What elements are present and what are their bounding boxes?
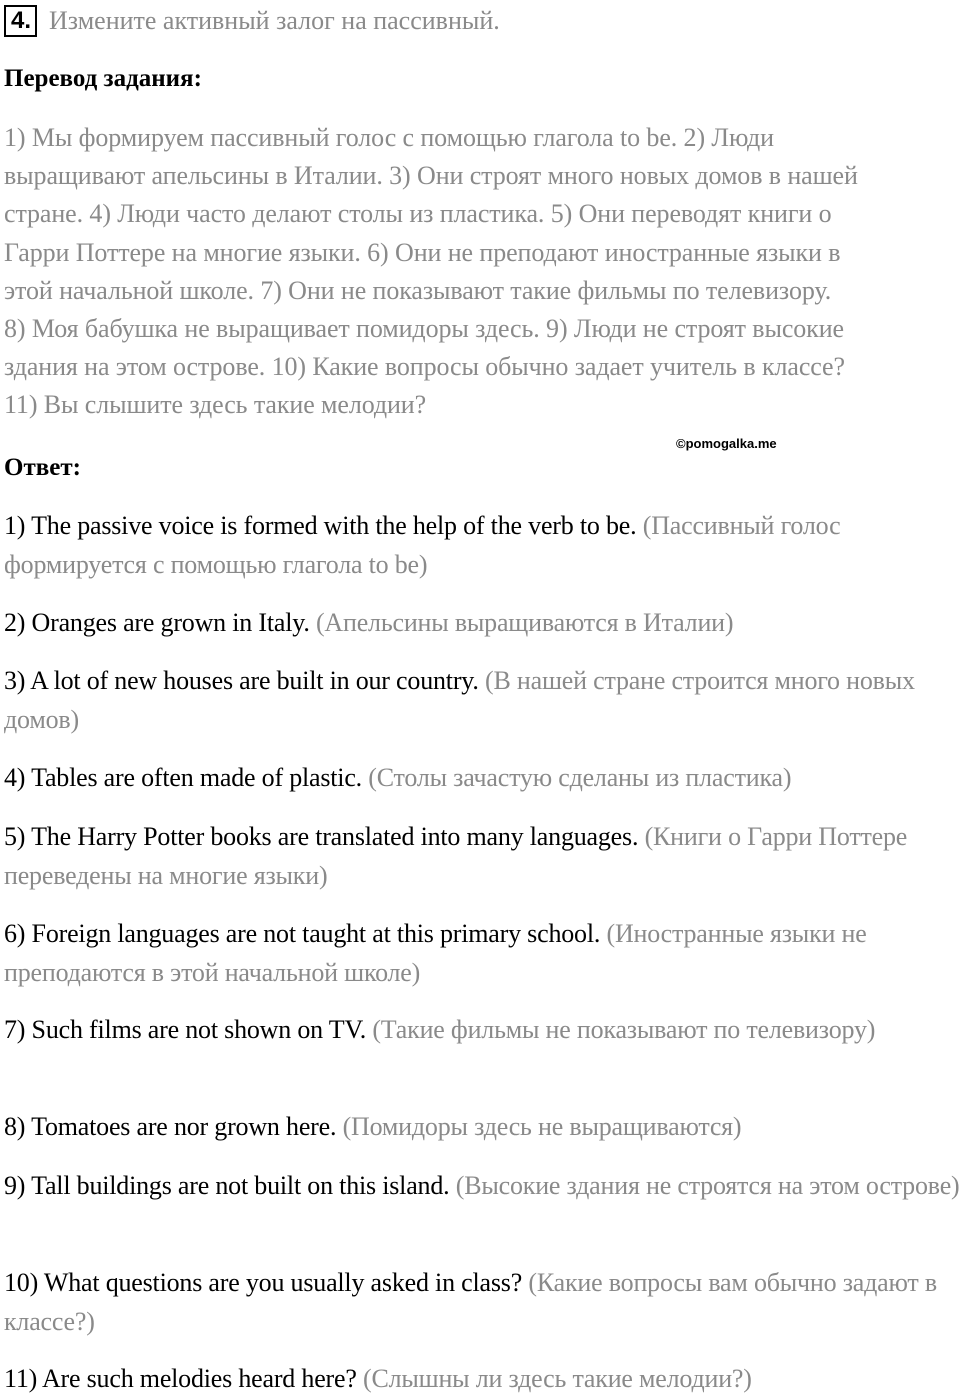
answer-russian: (Апельсины выращиваются в Италии): [315, 608, 734, 637]
task-header: [4, 4, 500, 38]
answer-english: 9) Tall buildings are not built on this island.: [4, 1171, 450, 1200]
task-number: 4.: [4, 5, 37, 37]
answer-english: 5) The Harry Potter books are translated into many languages.: [4, 822, 639, 851]
translation-line: 11) Вы слышите здесь такие мелодии?: [4, 390, 427, 420]
answer-item: [4, 1011, 960, 1050]
answer-english: 6) Foreign languages are not taught at this primary school.: [4, 919, 601, 948]
answer-english: 8) Tomatoes are nor grown here.: [4, 1112, 337, 1141]
answer-item: [4, 915, 960, 992]
translation-line: здания на этом острове. 10) Какие вопросы обычно задает учитель в классе?: [4, 352, 845, 382]
translation-line: 8) Моя бабушка не выращивает помидоры здесь. 9) Люди не строят высокие: [4, 314, 844, 344]
answer-item: [4, 1167, 960, 1206]
answer-item: [4, 507, 960, 584]
translation-line: выращивают апельсины в Италии. 3) Они строят много новых домов в нашей: [4, 161, 858, 191]
translation-text: [4, 119, 960, 425]
answer-russian: (Слышны ли здесь такие мелодии?): [363, 1364, 752, 1393]
answer-english: 4) Tables are often made of plastic.: [4, 763, 362, 792]
translation-line: Гарри Поттере на многие языки. 6) Они не преподают иностранные языки в: [4, 237, 841, 267]
answer-russian: (Пассивный голос формируется с помощью глагола to be): [4, 511, 841, 579]
answer-english: 7) Such films are not shown on TV.: [4, 1015, 366, 1044]
answer-english: 1) The passive voice is formed with the help of the verb to be.: [4, 511, 637, 540]
answer-russian: (Помидоры здесь не выращиваются): [342, 1112, 742, 1141]
answer-russian: (Столы зачастую сделаны из пластика): [368, 763, 792, 792]
answer-item: [4, 818, 960, 895]
answer-russian: (Книги о Гарри Поттере переведены на многие языки): [4, 822, 908, 890]
answer-item: [4, 662, 960, 739]
translation-heading: Перевод задания:: [4, 65, 202, 92]
answer-russian: (Какие вопросы вам обычно задают в классе?): [4, 1268, 937, 1336]
answer-russian: (Иностранные языки не преподаются в этой начальной школе): [4, 919, 867, 987]
translation-line: этой начальной школе. 7) Они не показывают такие фильмы по телевизору.: [4, 275, 832, 305]
answer-item: [4, 604, 960, 643]
answer-russian: (Высокие здания не строятся на этом острове): [455, 1171, 960, 1200]
translation-line: стране. 4) Люди часто делают столы из пластика. 5) Они переводят книги о: [4, 199, 832, 229]
answer-english: 2) Oranges are grown in Italy.: [4, 608, 310, 637]
answer-item: [4, 1264, 960, 1341]
task-instruction: Измените активный залог на пассивный.: [49, 6, 500, 35]
answer-english: 3) A lot of new houses are built in our country.: [4, 666, 479, 695]
answer-item: [4, 1360, 960, 1399]
watermark: ©pomogalka.me: [676, 436, 777, 451]
translation-line: 1) Мы формируем пассивный голос с помощью глагола to be. 2) Люди: [4, 123, 774, 152]
answer-item: [4, 1108, 960, 1147]
answer-russian: (В нашей стране строится много новых домов): [4, 666, 915, 734]
answer-english: 10) What questions are you usually asked in class?: [4, 1268, 523, 1297]
answer-heading: Ответ:: [4, 454, 81, 481]
answer-english: 11) Are such melodies heard here?: [4, 1364, 357, 1393]
answer-russian: (Такие фильмы не показывают по телевизору): [372, 1015, 876, 1044]
answer-item: [4, 759, 960, 798]
